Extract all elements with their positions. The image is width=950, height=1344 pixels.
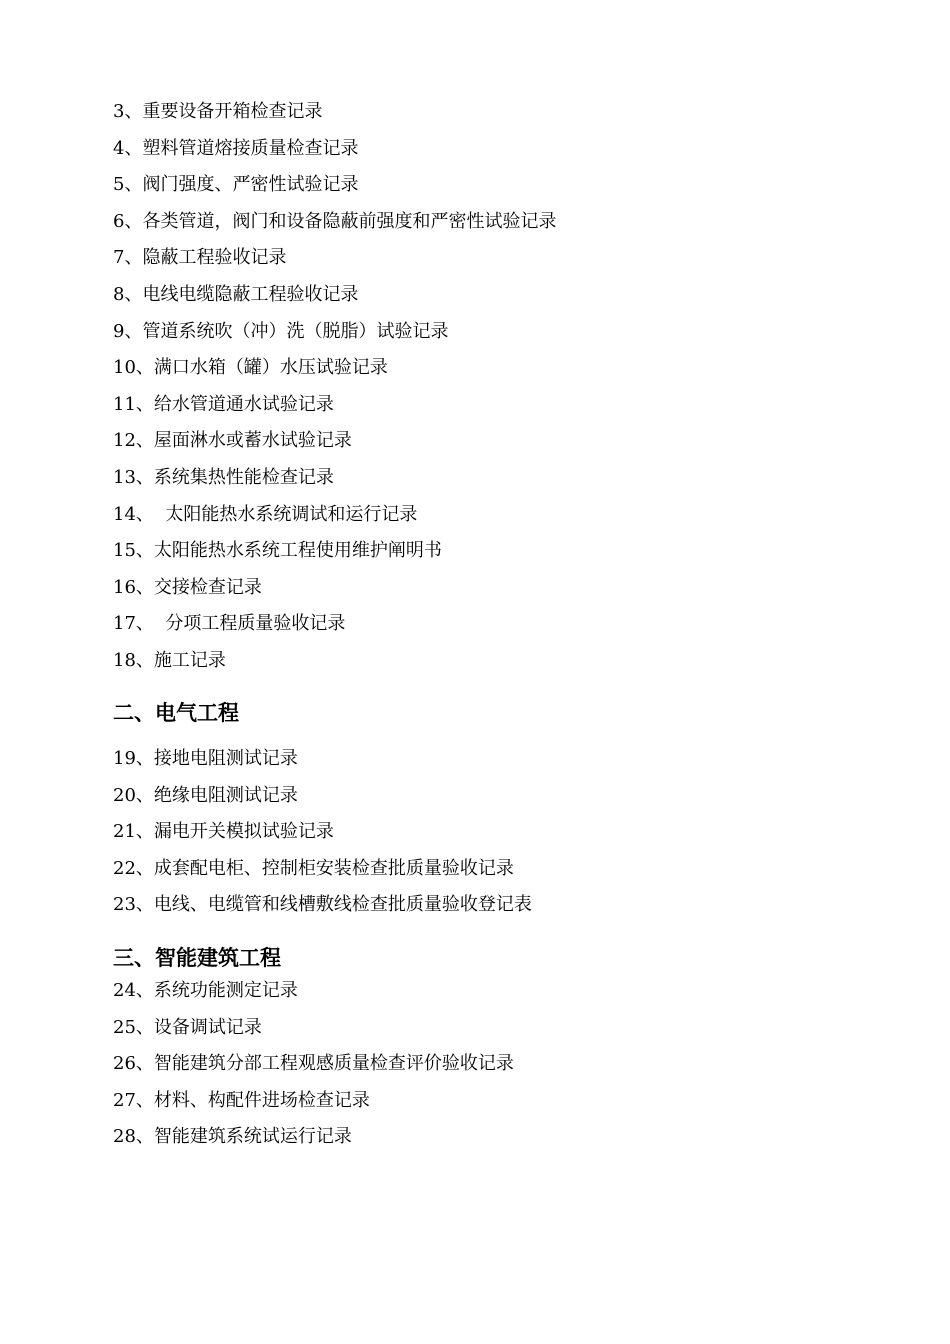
list-item: 3、重要设备开箱检查记录 [113, 101, 323, 122]
list-item: 28、智能建筑系统试运行记录 [113, 1126, 352, 1148]
list-item: 15、太阳能热水系统工程使用维护阐明书 [113, 540, 442, 562]
list-item: 20、绝缘电阻测试记录 [113, 784, 298, 806]
section-heading-intelligent-building: 三、智能建筑工程 [113, 946, 281, 970]
list-item: 25、设备调试记录 [113, 1016, 262, 1038]
list-item: 5、阀门强度、严密性试验记录 [113, 174, 359, 196]
list-item: 22、成套配电柜、控制柜安装检查批质量验收记录 [113, 857, 514, 879]
record-list-electrical [113, 741, 873, 924]
list-item: 9、管道系统吹（冲）洗（脱脂）试验记录 [113, 320, 449, 342]
section-heading-electrical: 二、电气工程 [113, 701, 239, 725]
list-item: 21、漏电开关模拟试验记录 [113, 821, 334, 843]
list-item: 8、电线电缆隐蔽工程验收记录 [113, 283, 359, 305]
list-item: 16、交接检查记录 [113, 576, 262, 598]
list-item: 14、 太阳能热水系统调试和运行记录 [113, 503, 418, 525]
record-list-intelligent-building [113, 973, 873, 1156]
list-item: 19、接地电阻测试记录 [113, 748, 298, 769]
list-item: 24、系统功能测定记录 [113, 980, 298, 1001]
list-item: 23、电线、电缆管和线槽敷线检查批质量验收登记表 [113, 894, 532, 916]
list-item: 27、材料、构配件进场检查记录 [113, 1089, 370, 1111]
list-item: 26、智能建筑分部工程观感质量检查评价验收记录 [113, 1053, 514, 1075]
list-item: 10、满口水箱（罐）水压试验记录 [113, 357, 388, 379]
list-item: 4、塑料管道熔接质量检查记录 [113, 137, 359, 159]
list-item: 13、系统集热性能检查记录 [113, 466, 334, 488]
list-item: 11、给水管道通水试验记录 [113, 393, 334, 415]
list-item: 7、隐蔽工程验收记录 [113, 247, 287, 269]
list-item: 17、 分项工程质量验收记录 [113, 613, 346, 635]
list-item: 18、施工记录 [113, 649, 226, 671]
list-item: 12、屋面淋水或蓄水试验记录 [113, 430, 352, 452]
record-list-plumbing [113, 94, 873, 680]
list-item: 6、各类管道，阀门和设备隐蔽前强度和严密性试验记录 [113, 210, 557, 232]
